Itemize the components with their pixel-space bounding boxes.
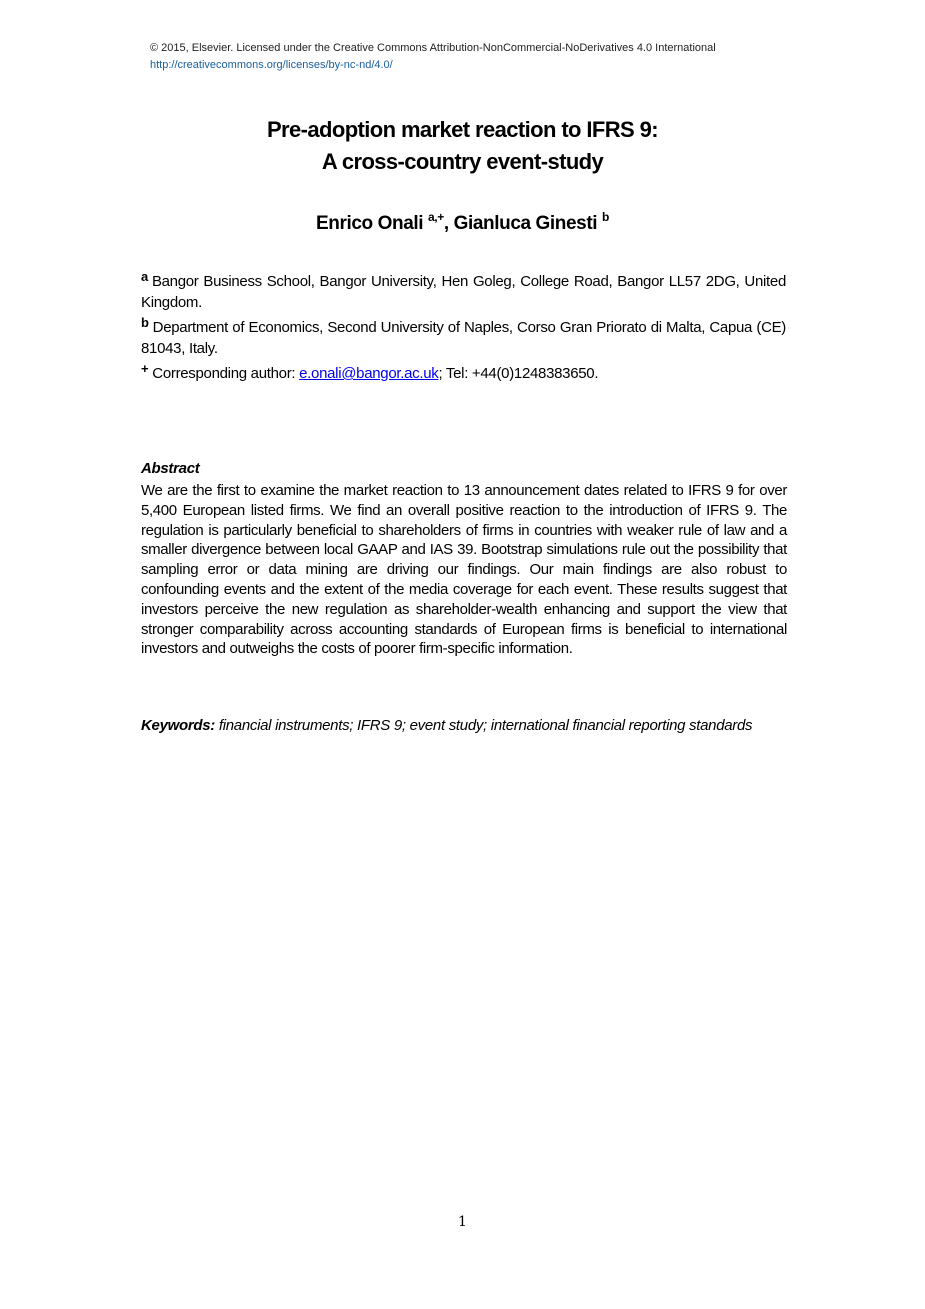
license-notice xyxy=(150,40,716,74)
affiliation-a-text: Bangor Business School, Bangor University, Hen Goleg, College Road, Bangor LL57 2DG, United Kingdom. xyxy=(141,273,786,311)
license-link[interactable]: http://creativecommons.org/licenses/by-nc-nd/4.0/ xyxy=(150,59,393,71)
license-text: © 2015, Elsevier. Licensed under the Creative Commons Attribution-NonCommercial-NoDerivatives 4.0 International xyxy=(150,42,716,54)
author-2-name: Gianluca Ginesti xyxy=(453,213,598,234)
affiliation-b xyxy=(141,312,786,359)
author-separator: , xyxy=(443,213,449,234)
author-1-affil-marker: a,+ xyxy=(428,210,444,224)
abstract-body: We are the first to examine the market reaction to 13 announcement dates related to IFRS 9 for over 5,400 European listed firms. We find an overall positive reaction to the introduction of IFRS 9. The regulation is particularly beneficial to shareholders of firms in countries with weaker rule of law and a smaller divergence between local GAAP and IAS 39. Bootstrap simulations rule out the possibility that sampling error or data mining are driving our findings. Our main findings are also robust to confounding events and the extent of the media coverage for each event. These results suggest that investors perceive the new regulation as shareholder-wealth enhancing and support the view that stronger comparability across accounting standards of European firms is beneficial to international investors and outweighs the costs of poorer firm-specific information. xyxy=(141,482,787,658)
affiliation-a-marker: a xyxy=(141,269,148,284)
title-line-1: Pre-adoption market reaction to IFRS 9: xyxy=(266,117,658,142)
corresponding-author xyxy=(141,358,786,384)
corresponding-marker: + xyxy=(141,361,149,376)
keywords-label: Keywords: xyxy=(141,717,215,734)
title-line-2: A cross-country event-study xyxy=(321,149,604,174)
author-2-affil-marker: b xyxy=(602,210,609,224)
abstract-heading: Abstract xyxy=(141,460,200,477)
page-number: 1 xyxy=(458,1214,467,1230)
corresponding-label: Corresponding author: xyxy=(152,365,300,382)
corresponding-tel: ; Tel: +44(0)1248383650. xyxy=(438,365,599,382)
affiliation-a xyxy=(141,266,786,313)
author-list xyxy=(0,210,925,235)
affiliation-b-marker: b xyxy=(141,315,149,330)
author-1-name: Enrico Onali xyxy=(316,213,424,234)
corresponding-email-link[interactable]: e.onali@bangor.ac.uk xyxy=(299,365,439,382)
keywords-text: financial instruments; IFRS 9; event study; international financial reporting standards xyxy=(215,717,753,734)
affiliation-b-text: Department of Economics, Second University of Naples, Corso Gran Priorato di Malta, Capua (CE) 81043, Italy. xyxy=(141,319,786,357)
keywords xyxy=(141,715,787,737)
paper-title xyxy=(0,114,925,178)
